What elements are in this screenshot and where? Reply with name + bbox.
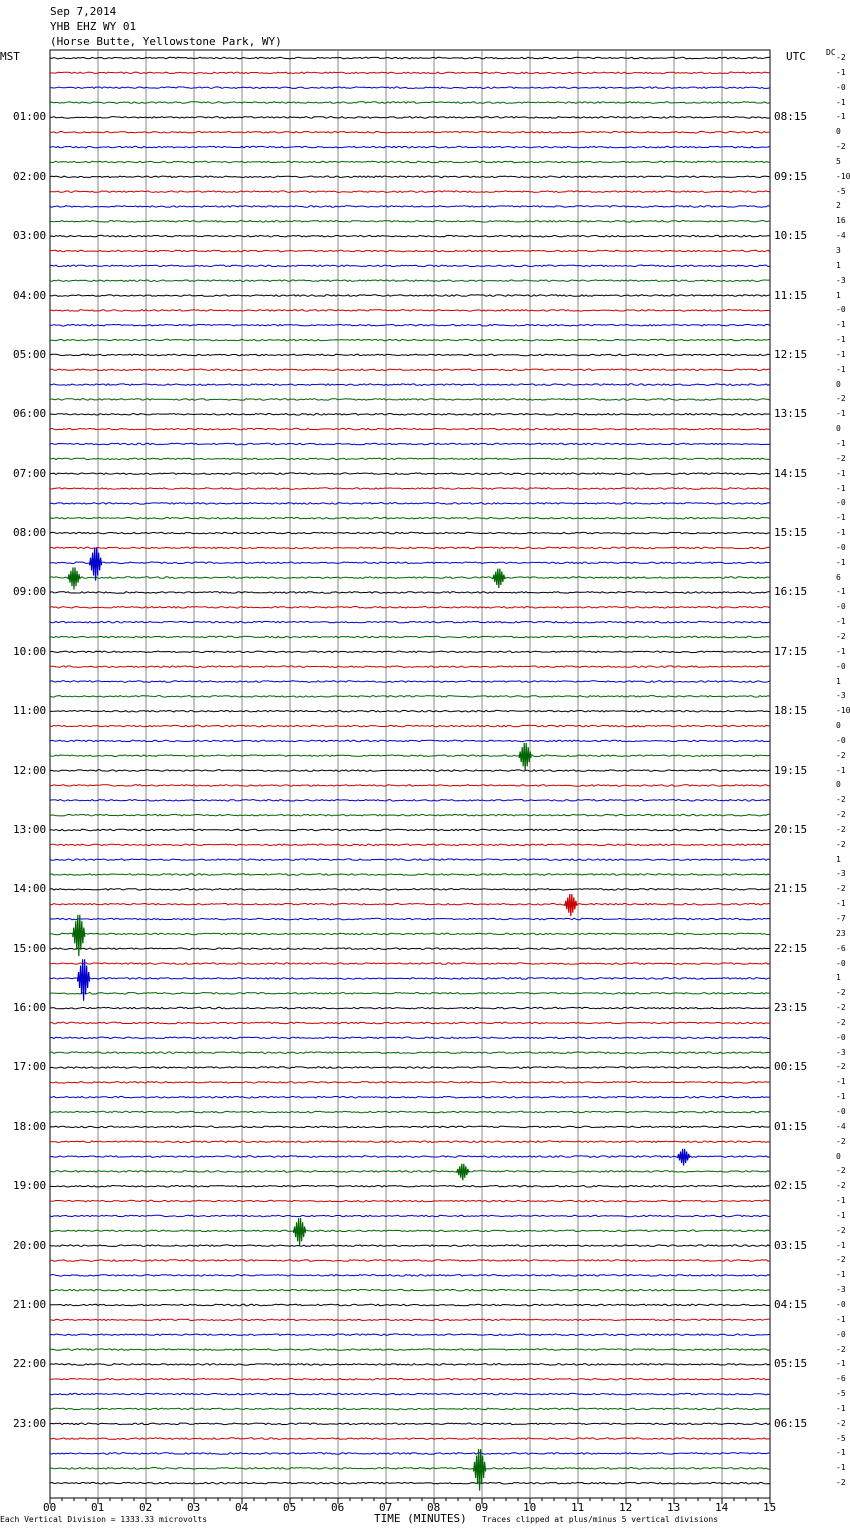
seismic-event: [519, 743, 531, 771]
dc-offset-label: -0: [836, 602, 846, 612]
dc-offset-label: -1: [836, 438, 846, 448]
dc-offset-label: -0: [836, 498, 846, 508]
dc-offset-label: -2: [836, 1017, 846, 1027]
dc-offset-label: -1: [836, 112, 846, 122]
dc-offset-label: -0: [836, 542, 846, 552]
dc-offset-label: -1: [836, 557, 846, 567]
trace-row: [50, 295, 770, 297]
dc-offset-label: -1: [836, 1240, 846, 1250]
trace-row: [50, 621, 770, 623]
right-time-label: 01:15: [774, 1119, 808, 1133]
trace-row: [50, 800, 770, 802]
trace-row: [50, 1141, 770, 1143]
left-time-label: 08:00: [13, 526, 47, 540]
trace-row: [50, 324, 770, 326]
right-time-label: 08:15: [774, 110, 808, 124]
trace-row: [50, 191, 770, 193]
dc-offset-label: -2: [836, 1062, 846, 1072]
trace-row: [50, 547, 770, 549]
trace-row: [50, 1096, 770, 1098]
dc-offset-label: -1: [836, 97, 846, 107]
trace-row: [50, 102, 770, 104]
trace-row: [50, 1067, 770, 1069]
trace-row: [50, 844, 770, 846]
right-time-label: 14:15: [774, 466, 808, 480]
right-time-label: 17:15: [774, 644, 808, 658]
trace-row: [50, 963, 770, 965]
x-tick-label: 12: [619, 1501, 633, 1514]
left-time-label: 11:00: [13, 704, 47, 718]
x-tick-label: 02: [139, 1501, 153, 1514]
right-time-label: 12:15: [774, 347, 808, 361]
dc-offset-label: -2: [836, 453, 846, 463]
trace-row: [50, 354, 770, 356]
x-tick-label: 09: [475, 1501, 489, 1514]
dc-offset-label: -3: [836, 275, 846, 285]
right-time-label: 23:15: [774, 1001, 808, 1015]
dc-offset-label: -0: [836, 1300, 846, 1309]
trace-row: [50, 562, 770, 564]
left-time-label: 12:00: [13, 763, 47, 777]
x-tick-label: 11: [571, 1501, 585, 1514]
trace-row: [50, 740, 770, 742]
right-time-label: 22:15: [774, 941, 808, 955]
dc-offset-label: -0: [836, 958, 846, 968]
trace-row: [50, 1022, 770, 1024]
seismic-event: [78, 959, 90, 1000]
dc-offset-label: -1: [836, 1403, 846, 1413]
seismic-event: [565, 894, 577, 916]
trace-row: [50, 874, 770, 876]
dc-offset-label: -3: [836, 869, 846, 879]
right-time-label: 10:15: [774, 229, 808, 243]
left-time-label: 17:00: [13, 1060, 47, 1074]
trace-row: [50, 458, 770, 460]
dc-offset-label: 0: [836, 127, 841, 137]
dc-offset-label: -1: [836, 1314, 846, 1324]
trace-row: [50, 607, 770, 609]
trace-row: [50, 87, 770, 89]
trace-row: [50, 1319, 770, 1321]
dc-offset-label: 3: [836, 245, 841, 255]
dc-offset-label: 16: [836, 216, 846, 226]
dc-offset-label: -3: [836, 1047, 846, 1057]
x-tick-label: 15: [763, 1501, 777, 1514]
trace-row: [50, 1230, 770, 1232]
trace-row: [50, 1438, 770, 1440]
trace-row: [50, 117, 770, 119]
trace-row: [50, 414, 770, 416]
trace-row: [50, 681, 770, 683]
x-tick-label: 05: [283, 1501, 297, 1514]
trace-row: [50, 1156, 770, 1158]
dc-offset-label: -1: [836, 765, 846, 775]
trace-row: [50, 1304, 770, 1306]
left-time-label: 16:00: [13, 1001, 47, 1015]
x-tick-label: 03: [187, 1501, 201, 1514]
dc-offset-label: -1: [836, 1092, 846, 1102]
left-time-label: 14:00: [13, 882, 47, 896]
station-location: (Horse Butte, Yellowstone Park, WY): [50, 35, 282, 48]
trace-row: [50, 814, 770, 816]
trace-row: [50, 532, 770, 534]
trace-row: [50, 1289, 770, 1291]
trace-row: [50, 1260, 770, 1262]
dc-offset-label: -2: [836, 142, 846, 152]
trace-row: [50, 1468, 770, 1470]
right-time-label: 21:15: [774, 882, 808, 896]
dc-offset-label: -2: [836, 1136, 846, 1146]
trace-row: [50, 280, 770, 282]
x-tick-label: 13: [667, 1501, 681, 1514]
trace-row: [50, 948, 770, 950]
trace-row: [50, 651, 770, 653]
dc-offset-label: -1: [836, 899, 846, 909]
right-time-label: 11:15: [774, 288, 808, 302]
trace-row: [50, 592, 770, 594]
dc-offset-label: -1: [836, 587, 846, 597]
trace-row: [50, 577, 770, 579]
x-tick-label: 08: [427, 1501, 441, 1514]
trace-row: [50, 1111, 770, 1113]
dc-offset-label: -1: [836, 1359, 846, 1369]
dc-offset-label: -3: [836, 1285, 846, 1295]
dc-offset-label: -1: [836, 1196, 846, 1206]
right-time-label: 19:15: [774, 763, 808, 777]
trace-row: [50, 1408, 770, 1410]
trace-row: [50, 265, 770, 267]
trace-row: [50, 1007, 770, 1009]
dc-offset-label: -2: [836, 1166, 846, 1176]
dc-offset-label: -7: [836, 914, 846, 924]
left-time-label: 18:00: [13, 1119, 47, 1133]
scale-note: Each Vertical Division = 1333.33 microvolts: [0, 1515, 208, 1524]
right-time-label: 05:15: [774, 1357, 808, 1371]
trace-row: [50, 339, 770, 341]
plot-frame: [50, 50, 770, 1498]
dc-offset-label: -2: [836, 884, 846, 894]
x-tick-label: 10: [523, 1501, 537, 1514]
dc-offset-label: 1: [836, 854, 841, 864]
left-time-label: 06:00: [13, 407, 47, 421]
trace-row: [50, 978, 770, 980]
left-time-label: 20:00: [13, 1238, 47, 1252]
dc-offset-label: -1: [836, 349, 846, 359]
dc-offset-label: 1: [836, 676, 841, 686]
dc-offset-label: -0: [836, 661, 846, 671]
seismic-event: [474, 1449, 486, 1490]
trace-row: [50, 428, 770, 430]
dc-offset-label: -1: [836, 1448, 846, 1458]
right-time-label: 00:15: [774, 1060, 808, 1074]
dc-offset-label: 0: [836, 1151, 841, 1161]
trace-row: [50, 1334, 770, 1336]
trace-row: [50, 666, 770, 668]
right-time-label: 04:15: [774, 1298, 808, 1311]
trace-row: [50, 933, 770, 935]
trace-row: [50, 1482, 770, 1484]
dc-offset-label: -2: [836, 810, 846, 820]
right-time-label: 03:15: [774, 1238, 808, 1252]
dc-offset-label: 0: [836, 721, 841, 731]
dc-offset-label: -2: [836, 1255, 846, 1265]
trace-row: [50, 1200, 770, 1202]
trace-row: [50, 755, 770, 757]
dc-offset-label: 0: [836, 424, 841, 434]
trace-row: [50, 1245, 770, 1247]
station-code: YHB EHZ WY 01: [50, 20, 137, 33]
left-time-label: 19:00: [13, 1179, 47, 1193]
dc-offset-label: 2: [836, 201, 841, 211]
dc-offset-label: -2: [836, 1225, 846, 1235]
trace-row: [50, 206, 770, 208]
trace-row: [50, 517, 770, 519]
left-time-label: 23:00: [13, 1416, 47, 1430]
trace-row: [50, 918, 770, 920]
dc-offset-label: -1: [836, 409, 846, 419]
trace-row: [50, 235, 770, 237]
trace-row: [50, 176, 770, 178]
dc-offset-label: -1: [836, 67, 846, 77]
dc-offset-label: 1: [836, 290, 841, 300]
dc-offset-label: 5: [836, 156, 841, 166]
dc-label: DC: [826, 48, 836, 57]
dc-offset-label: 0: [836, 780, 841, 790]
dc-offset-label: -1: [836, 1210, 846, 1220]
x-axis-title: TIME (MINUTES): [374, 1512, 467, 1525]
dc-offset-label: -2: [836, 839, 846, 849]
trace-row: [50, 993, 770, 995]
dc-offset-label: -0: [836, 305, 846, 315]
dc-offset-label: -2: [836, 631, 846, 641]
dc-offset-label: -6: [836, 943, 846, 953]
dc-offset-label: -0: [836, 1032, 846, 1042]
clip-note: Traces clipped at plus/minus 5 vertical divisions: [482, 1515, 719, 1524]
dc-offset-label: -2: [836, 1344, 846, 1354]
x-tick-label: 06: [331, 1501, 345, 1514]
seismic-event: [493, 569, 505, 588]
dc-offset-label: -5: [836, 1433, 846, 1443]
trace-row: [50, 725, 770, 727]
x-tick-label: 07: [379, 1501, 393, 1514]
dc-offset-label: -0: [836, 1107, 846, 1117]
left-time-label: 05:00: [13, 347, 47, 361]
trace-row: [50, 131, 770, 133]
trace-row: [50, 1393, 770, 1395]
trace-row: [50, 1275, 770, 1277]
left-time-label: 01:00: [13, 110, 47, 124]
dc-offset-label: -3: [836, 691, 846, 701]
right-time-label: 18:15: [774, 704, 808, 718]
left-time-label: 10:00: [13, 644, 47, 658]
right-time-label: 13:15: [774, 407, 808, 421]
seismic-event: [678, 1149, 690, 1166]
trace-row: [50, 1349, 770, 1351]
dc-offset-label: -0: [836, 82, 846, 92]
dc-offset-label: -5: [836, 186, 846, 196]
trace-row: [50, 369, 770, 371]
trace-row: [50, 1037, 770, 1039]
trace-row: [50, 57, 770, 59]
dc-offset-label: -1: [836, 320, 846, 330]
dc-offset-label: -10: [836, 706, 850, 716]
trace-row: [50, 1215, 770, 1217]
trace-row: [50, 1453, 770, 1455]
seismic-event: [294, 1218, 306, 1246]
right-time-label: 02:15: [774, 1179, 808, 1193]
dc-offset-label: 1: [836, 973, 841, 983]
left-time-label: 02:00: [13, 169, 47, 183]
dc-offset-label: -0: [836, 735, 846, 745]
dc-offset-label: -1: [836, 1077, 846, 1087]
dc-offset-label: -2: [836, 824, 846, 834]
dc-offset-label: -1: [836, 528, 846, 538]
dc-offset-label: 23: [836, 928, 846, 938]
dc-offset-label: -1: [836, 335, 846, 345]
trace-row: [50, 696, 770, 698]
trace-row: [50, 1126, 770, 1128]
dc-offset-label: -2: [836, 53, 846, 62]
dc-offset-label: 6: [836, 572, 841, 582]
left-time-label: 03:00: [13, 229, 47, 243]
left-time-label: 21:00: [13, 1298, 47, 1311]
dc-offset-label: -6: [836, 1374, 846, 1384]
dc-offset-label: 0: [836, 379, 841, 389]
trace-row: [50, 710, 770, 712]
trace-row: [50, 488, 770, 490]
left-time-label: 04:00: [13, 288, 47, 302]
x-tick-label: 14: [715, 1501, 729, 1514]
right-time-label: 09:15: [774, 169, 808, 183]
right-axis-label: UTC: [786, 50, 806, 63]
left-time-label: 07:00: [13, 466, 47, 480]
trace-row: [50, 829, 770, 831]
dc-offset-label: -0: [836, 1329, 846, 1339]
chart-date: Sep 7,2014: [50, 5, 117, 18]
right-time-label: 15:15: [774, 526, 808, 540]
dc-offset-label: -1: [836, 617, 846, 627]
dc-offset-label: -2: [836, 1418, 846, 1428]
left-time-label: 09:00: [13, 585, 47, 599]
trace-row: [50, 1052, 770, 1054]
left-time-label: 15:00: [13, 941, 47, 955]
trace-row: [50, 1185, 770, 1187]
dc-offset-label: -1: [836, 483, 846, 493]
dc-offset-label: -2: [836, 795, 846, 805]
x-tick-label: 04: [235, 1501, 249, 1514]
dc-offset-label: 1: [836, 260, 841, 270]
dc-offset-label: -1: [836, 646, 846, 656]
trace-row: [50, 889, 770, 891]
trace-row: [50, 503, 770, 505]
x-tick-label: 01: [91, 1501, 105, 1514]
dc-offset-label: -4: [836, 231, 846, 241]
left-axis-label: MST: [0, 50, 20, 63]
dc-offset-label: -2: [836, 1181, 846, 1191]
trace-row: [50, 1423, 770, 1425]
seismic-event: [68, 567, 80, 589]
trace-row: [50, 250, 770, 252]
trace-row: [50, 443, 770, 445]
trace-row: [50, 770, 770, 772]
right-time-label: 06:15: [774, 1416, 808, 1430]
trace-row: [50, 161, 770, 163]
dc-offset-label: -2: [836, 1003, 846, 1013]
seismic-event: [90, 548, 102, 581]
trace-row: [50, 384, 770, 386]
dc-offset-label: -5: [836, 1389, 846, 1399]
x-tick-label: 00: [43, 1501, 57, 1514]
dc-offset-label: -1: [836, 468, 846, 478]
dc-offset-label: -2: [836, 988, 846, 998]
trace-row: [50, 473, 770, 475]
dc-offset-label: -2: [836, 750, 846, 760]
right-time-label: 20:15: [774, 822, 808, 836]
dc-offset-label: -2: [836, 394, 846, 404]
seismic-event: [73, 915, 85, 956]
trace-row: [50, 859, 770, 861]
trace-row: [50, 146, 770, 148]
dc-offset-label: -2: [836, 1478, 846, 1488]
dc-offset-label: -10: [836, 171, 850, 181]
trace-row: [50, 1378, 770, 1380]
trace-row: [50, 72, 770, 74]
trace-row: [50, 785, 770, 787]
trace-row: [50, 903, 770, 905]
trace-row: [50, 399, 770, 401]
dc-offset-label: -1: [836, 364, 846, 374]
dc-offset-label: -1: [836, 1463, 846, 1473]
seismic-event: [457, 1164, 469, 1181]
trace-row: [50, 310, 770, 312]
dc-offset-label: -1: [836, 1270, 846, 1280]
trace-row: [50, 1082, 770, 1084]
left-time-label: 13:00: [13, 822, 47, 836]
dc-offset-label: -4: [836, 1121, 846, 1131]
right-time-label: 16:15: [774, 585, 808, 599]
left-time-label: 22:00: [13, 1357, 47, 1371]
trace-row: [50, 1171, 770, 1173]
trace-row: [50, 636, 770, 638]
dc-offset-label: -1: [836, 513, 846, 523]
trace-row: [50, 1364, 770, 1366]
trace-row: [50, 221, 770, 223]
